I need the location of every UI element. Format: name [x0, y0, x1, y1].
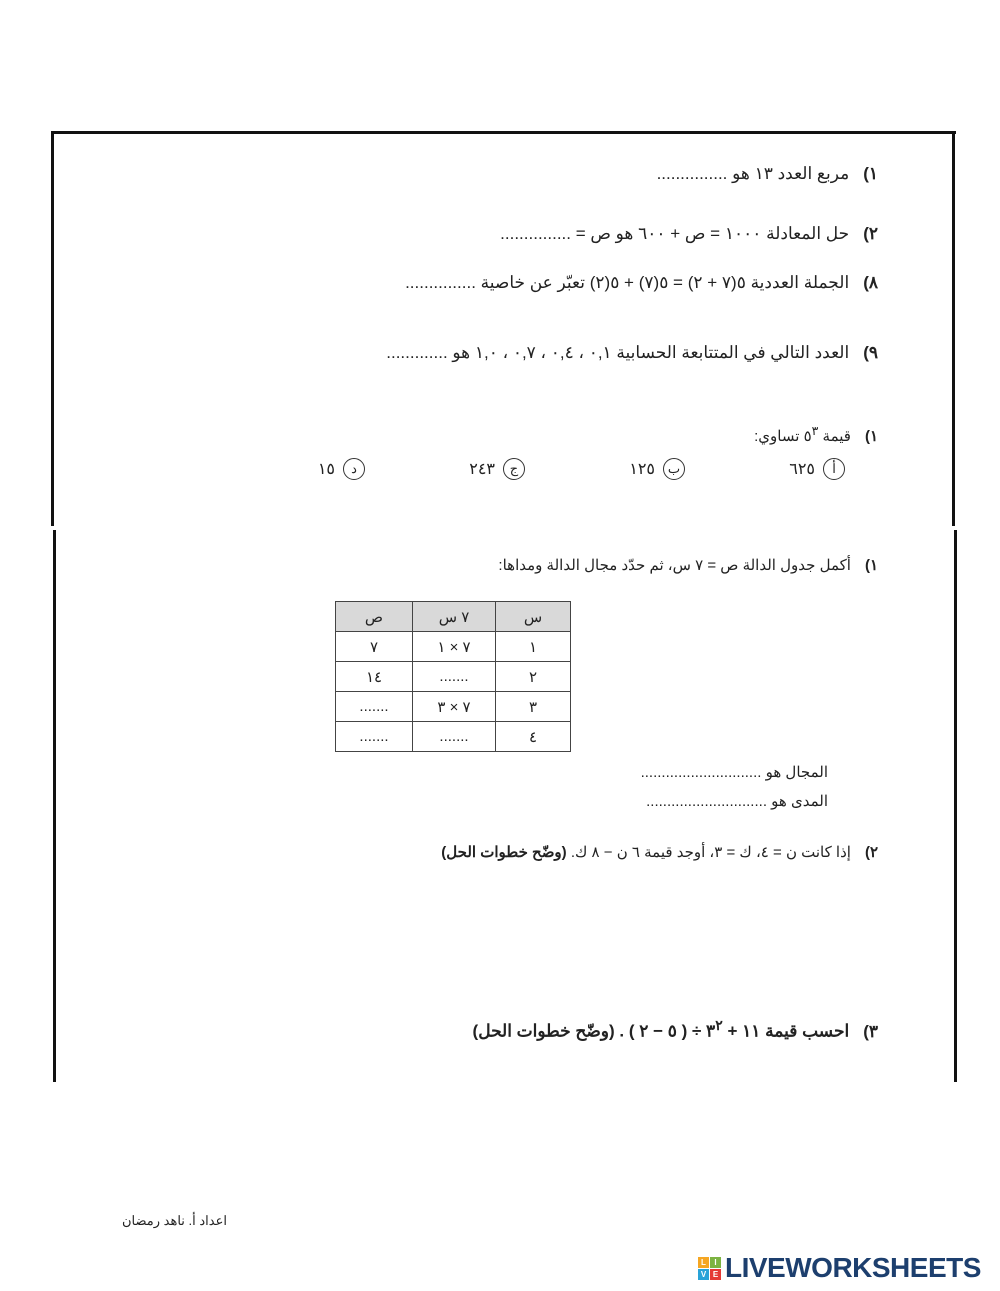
- range-line: المدى هو .............................: [646, 793, 828, 810]
- show-steps-note: (وضّح خطوات الحل): [472, 1021, 615, 1041]
- question-number: ١): [864, 428, 878, 445]
- logo-block: L: [698, 1257, 709, 1268]
- option-letter-circle: أ: [823, 458, 845, 480]
- question-text: مربع العدد ١٣ هو ...............: [656, 164, 850, 183]
- question-number: ٣): [863, 1021, 878, 1041]
- option-letter-circle: ب: [663, 458, 685, 480]
- logo-text: LIVEWORKSHEETS: [725, 1252, 981, 1283]
- option-c[interactable]: [365, 458, 525, 480]
- table-row: [336, 632, 571, 662]
- frame-right-1: [952, 131, 955, 526]
- option-b[interactable]: [525, 458, 685, 480]
- question-text: قيمة ٥: [803, 428, 851, 445]
- exponent: ٣: [811, 424, 819, 438]
- table-cell[interactable]: .......: [336, 692, 413, 722]
- question-text: احسب قيمة ١١ + ٣: [706, 1021, 850, 1041]
- option-value: ٢٤٣: [469, 461, 495, 478]
- question-text: تساوي:: [754, 428, 804, 445]
- frame-top: [52, 131, 956, 134]
- question-text: أكمل جدول الدالة ص = ٧ س، ثم حدّد مجال الدالة ومداها:: [498, 557, 851, 574]
- option-value: ١٢٥: [629, 461, 655, 478]
- logo-block: I: [710, 1257, 721, 1268]
- question-number: ٢): [864, 844, 878, 861]
- question-text: العدد التالي في المتتابعة الحسابية ٠,١ ، ٠,٤ ، ٠,٧ ، ١,٠ هو .............: [386, 343, 850, 362]
- liveworksheets-logo: [698, 1252, 981, 1284]
- question-9: [386, 343, 878, 363]
- logo-block: E: [710, 1269, 721, 1280]
- logo-blocks-icon: [698, 1257, 721, 1280]
- question-2: [500, 224, 878, 244]
- table-cell: ١: [496, 632, 571, 662]
- option-d[interactable]: [205, 458, 365, 480]
- question-number: ٢): [863, 224, 878, 243]
- author-credit: اعداد أ. ناهد رمضان: [122, 1213, 227, 1228]
- option-letter-circle: ج: [503, 458, 525, 480]
- exponent: ٢: [715, 1018, 723, 1034]
- frame-left-2: [53, 530, 56, 1082]
- table-header-row: [336, 602, 571, 632]
- compute-question: [473, 1018, 878, 1042]
- question-number: ٨): [863, 273, 878, 292]
- option-a[interactable]: [685, 458, 845, 480]
- question-text: حل المعادلة ١٠٠٠ = ص + ٦٠٠ هو ص = ...............: [500, 224, 850, 243]
- frame-left-1: [51, 131, 54, 526]
- question-8: [405, 273, 878, 293]
- table-cell: ٢: [496, 662, 571, 692]
- table-cell[interactable]: .......: [413, 722, 496, 752]
- question-text: ÷ ( ٥ − ٢ ) .: [619, 1021, 707, 1041]
- question-text: الجملة العددية ٥(٧ + ٢) = ٥(٧) + ٥(٢) تعبّر عن خاصية ...............: [405, 273, 850, 292]
- mcq-options: [205, 458, 845, 480]
- question-1: [657, 164, 878, 184]
- table-cell: ٧ × ١: [413, 632, 496, 662]
- function-table: [335, 601, 571, 752]
- table-cell: ٣: [496, 692, 571, 722]
- show-steps-note: (وضّح خطوات الحل): [441, 844, 567, 861]
- evaluate-question: [441, 843, 878, 861]
- logo-block: V: [698, 1269, 709, 1280]
- header-cell: ص: [336, 602, 413, 632]
- table-row: [336, 692, 571, 722]
- function-table-question: [498, 556, 878, 574]
- option-letter-circle: د: [343, 458, 365, 480]
- table-cell: ٧: [336, 632, 413, 662]
- table-row: [336, 662, 571, 692]
- table-cell[interactable]: .......: [336, 722, 413, 752]
- table-cell[interactable]: .......: [413, 662, 496, 692]
- table-cell: ١٤: [336, 662, 413, 692]
- question-number: ٩): [863, 343, 878, 362]
- mcq-question: [754, 423, 878, 445]
- table-row: [336, 722, 571, 752]
- table-cell: ٤: [496, 722, 571, 752]
- question-number: ١): [864, 557, 878, 574]
- option-value: ٦٢٥: [789, 461, 815, 478]
- option-value: ١٥: [317, 461, 335, 478]
- header-cell: ٧ س: [413, 602, 496, 632]
- frame-right-2: [954, 530, 957, 1082]
- domain-line: المجال هو .............................: [640, 764, 828, 781]
- header-cell: س: [496, 602, 571, 632]
- question-text: إذا كانت ن = ٤، ك = ٣، أوجد قيمة ٦ ن − ٨ ك.: [570, 844, 851, 861]
- table-cell: ٧ × ٣: [413, 692, 496, 722]
- question-number: ١): [863, 164, 878, 183]
